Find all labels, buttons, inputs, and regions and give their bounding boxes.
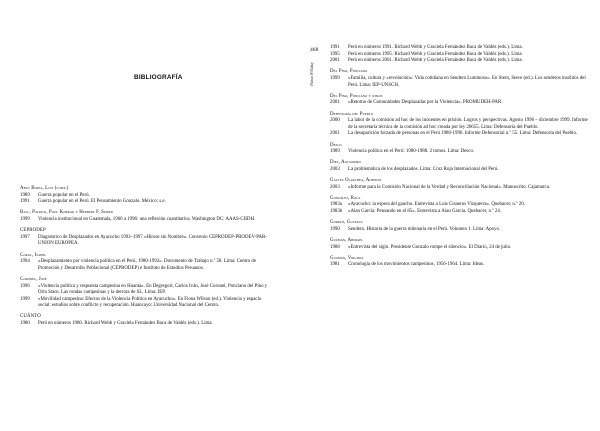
author-name: Coronel, José [20, 276, 47, 282]
author-name: CUÁNTO [20, 314, 41, 320]
author-name: CEPRODEP [20, 228, 46, 234]
bibliography-entry [330, 262, 590, 269]
entry-year: 1980 [20, 321, 30, 327]
entry-year: 1989 [330, 149, 340, 155]
author-name: Del Pino, Ponciano [330, 69, 368, 75]
author-name: Desco [330, 142, 342, 148]
right-page [300, 0, 600, 431]
bibliography-entry [330, 227, 590, 234]
bibliography-entry [330, 45, 590, 52]
entry-text: La labor de la comisión ad hoc de los inocentes en prisión. Logros y perspectivas. Agosto 1996 – diciembre 1999. Informe de la secretaría técnica de la comisión ad hoc creada por ley 26655. Lima: Defensoría del Pueblo. [348, 118, 588, 130]
author-block [20, 253, 272, 273]
author-name: Coral, Isabel [20, 252, 47, 258]
bibliography-entry [330, 149, 590, 156]
author-block [330, 178, 590, 191]
entry-year: 1983b [330, 209, 343, 215]
author-block [330, 69, 590, 89]
bibliography-entry [330, 131, 590, 138]
entry-year: 2003 [330, 166, 340, 172]
author-name: Diez, Alejandro [330, 160, 361, 166]
bibliography-entry [20, 199, 272, 206]
entry-text: Perú en números 1995. Richard Webb y Graciela Fernández Baca de Valdéz (eds.). Lima. [348, 51, 523, 57]
entry-year: 1989 [20, 192, 30, 198]
bibliography-entry [330, 209, 590, 216]
bibliography-entry [330, 52, 590, 59]
entry-text: Violencia política en el Perú: 1980-1988. 2 tomos. Lima: Desco. [348, 149, 475, 155]
bibliography-entry [330, 118, 590, 131]
entry-text: «Desplazamiento por violencia política en el Perú, 1980-1992». Documento de Trabajo n.º 58. Lima: Centro de Promoción y Desarrollo Poblacional (CEPRODEP) e Instituto de Estudios Peruanos. [38, 259, 256, 271]
entry-year: 2000 [330, 118, 340, 124]
author-block [330, 220, 590, 233]
entry-text: Violencia institucional en Guatemala, 1960 a 1996: una reflexión cuantitativa. Washington DC: AAAS-CIIDH. [38, 216, 256, 222]
entry-text: Guerra popular en el Perú. El Pensamiento Gonzalo. México: s.e. [38, 199, 166, 205]
author-block [330, 256, 590, 269]
entry-year: 2001 [330, 58, 340, 64]
author-name: Ball, Patrick, Paul Kobrak y Herbert F. Spirer [20, 210, 113, 216]
running-head: Hatun Willakuy [310, 62, 314, 86]
entry-text: «Movilidad campesina: Efectos de la Violencia Política en Ayacucho». En Fiona Wilson (ed.). Violencia y espacio social: estudios sobre conflicto y recuperación. Huancayo: Universidad Nacional del Centro. [38, 296, 262, 309]
author-name: Del Pino, Ponciano y otros [330, 93, 383, 99]
entry-text: La desaparición forzada de personas en el Perú 1980-1996. Informe Defensorial n.º 55. Lima: Defensoría del Pueblo. [348, 131, 578, 137]
entry-year: 1996 [20, 283, 30, 289]
author-block [20, 228, 272, 248]
author-name: Guzmán, Virginia [330, 255, 364, 261]
entry-year: 2003 [330, 184, 340, 190]
author-block [20, 314, 272, 327]
bibliography-entry [330, 58, 590, 65]
entry-text: Perú en números 1991. Richard Webb y Graciela Fernández Baca de Valdéz (eds.). Lima. [348, 45, 523, 50]
entry-text: «Informe para la Comisión Nacional de la Verdad y Reconciliación Nacional». Manuscrito. Cajamarca. [348, 184, 551, 190]
author-block [20, 277, 272, 310]
author-block [330, 112, 590, 138]
bibliography-entry [20, 321, 272, 328]
entry-text: «Ayacucho: la espera del gaucho. Entrevista a Luis Cisneros Vizquerra». Quehacer, n.º 20. [348, 202, 525, 208]
entry-text: Diagnóstico de Desplazados en Ayacucho 1993–1997 «Hirose sin Nombre». Convenio CEPRODEP-PRODEV-PAR-UNION EUROPEA. [38, 234, 267, 247]
entry-year: 1981 [330, 262, 340, 268]
entry-text: «Familia, cultura y «revolución»: Vida cotidiana en Sendero Luminoso». En Stern, Steve (ed.). Los senderos insólitos del Perú. Lima: IEP-UNSCH. [348, 75, 586, 88]
entry-text: Perú en números 1980. Richard Webb y Graciela Fernández Baca de Valdéz (eds.). Lima. [38, 321, 213, 327]
bibliography-entry [20, 284, 272, 297]
entry-text: «Entrevista del siglo. Presidente Gonzalo rompe el silencio». El Diario, 24 de julio. [348, 244, 512, 250]
entry-text: «Violencia política y respuesta campesina en Huanta». En Degregori, Carlos Iván, José Coronel, Ponciano del Pino y Orin Starn. Las rondas campesinas y la derrota de SL. Lima: IEP. [38, 283, 268, 296]
author-block [330, 94, 590, 107]
entry-text: Cronología de los movimientos campesinos, 1956-1964. Lima: Ideas. [348, 262, 485, 268]
author-name: González, Raúl [330, 195, 361, 201]
bibliography-entry [330, 100, 590, 107]
page-number: 468 [310, 47, 319, 53]
entry-year: 1991 [20, 199, 30, 205]
bibliography-entry [20, 217, 272, 224]
author-block [330, 45, 590, 65]
entry-year: 1999 [20, 296, 30, 302]
bibliography-entry [20, 235, 272, 248]
bibliography-column-right [330, 45, 590, 269]
entry-text: Sendero. Historia de la guerra milenaria en el Perú. Volumen 1. Lima: Apoyo. [348, 226, 501, 232]
bibliography-column-left [20, 186, 272, 328]
author-block [330, 196, 590, 216]
bibliography-entry [330, 245, 590, 252]
author-block [330, 160, 590, 173]
entry-year: 1999 [330, 75, 340, 81]
author-name: Abut Borja, Luis (comp.) [20, 186, 69, 191]
bibliography-entry [20, 259, 272, 272]
entry-text: «Alan García: Pensando en el 85». Entrevista a Alan García. Quehacer, n.º 24. [348, 209, 502, 215]
entry-text: Perú en números 2001. Richard Webb y Graciela Fernández Baca de Valdéz (eds.). Lima. [348, 58, 523, 64]
entry-year: 1994 [20, 259, 30, 265]
bibliography-entry [20, 193, 272, 200]
entry-year: 2001 [330, 131, 340, 137]
entry-year: 1995 [330, 51, 340, 57]
entry-text: La problemática de los desplazados. Lima: Cruz Roja Internacional del Perú. [348, 166, 499, 172]
bibliography-entry [330, 185, 590, 192]
bibliography-entry [330, 167, 590, 174]
author-block [20, 210, 272, 223]
bibliography-entry [20, 297, 272, 310]
author-name: Guzmán, Abimael [330, 238, 364, 243]
entry-year: 1983a [330, 202, 342, 208]
entry-year: 1997 [20, 234, 30, 240]
entry-year: 1990 [330, 226, 340, 232]
entry-year: 1999 [20, 216, 30, 222]
entry-year: 1991 [330, 45, 340, 50]
entry-year: 1988 [330, 244, 340, 250]
author-block [330, 238, 590, 251]
entry-text: Guerra popular en el Perú. [38, 192, 90, 198]
entry-year: 2001 [330, 100, 340, 106]
author-name: Defensoría del Pueblo [330, 111, 374, 117]
section-title: BIBLIOGRAFÍA [134, 74, 183, 81]
author-name: Gorriti, Gustavo [330, 220, 363, 226]
bibliography-entry [330, 76, 590, 89]
author-block [20, 186, 272, 206]
entry-text: «Retorno de Comunidades Desplazadas por la Violencia». PROMUDEH-PAR. [348, 100, 503, 106]
author-block [330, 143, 590, 156]
author-name: Gálvez Olaechea, Alberto [330, 178, 382, 184]
